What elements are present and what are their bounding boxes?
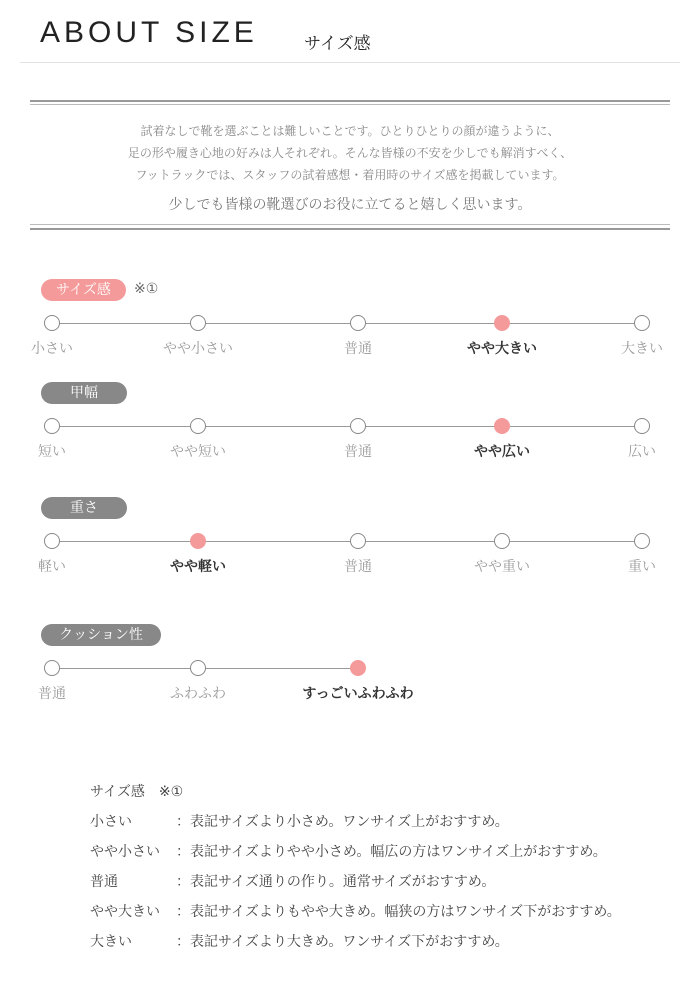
intro-line: フットラックでは、スタッフの試着感想・着用時のサイズ感を掲載しています。 <box>135 168 565 182</box>
scale-option-label: 軽い <box>38 559 66 575</box>
intro-bottom-rule-thin <box>30 224 670 225</box>
scale-option-label: 広い <box>628 444 656 460</box>
legend-description: ：表記サイズより大きめ。ワンサイズ下がおすすめ。 <box>176 934 509 950</box>
scale-point <box>190 315 206 331</box>
legend-description: ：表記サイズより小さめ。ワンサイズ上がおすすめ。 <box>176 814 509 830</box>
scale-point <box>634 315 650 331</box>
legend-term: やや大きい <box>90 904 160 920</box>
scale-track <box>52 426 642 427</box>
intro-bottom-rule <box>30 228 670 230</box>
scale-point <box>44 418 60 434</box>
legend-description: ：表記サイズ通りの作り。通常サイズがおすすめ。 <box>176 874 496 890</box>
scale-option-label: 普通 <box>344 341 372 357</box>
scale-point-selected <box>494 418 510 434</box>
legend-term: 大きい <box>90 934 132 950</box>
scale-point <box>44 315 60 331</box>
legend-description: ：表記サイズよりもやや大きめ。幅狭の方はワンサイズ下がおすすめ。 <box>176 904 621 920</box>
scale-option-label: やや重い <box>474 559 530 575</box>
legend-row <box>90 901 621 921</box>
scale-point <box>44 533 60 549</box>
legend-heading: サイズ感 ※① <box>90 784 184 800</box>
scale-option-label: やや大きい <box>467 341 537 357</box>
legend-row <box>90 841 607 861</box>
scale-label-badge: クッション性 <box>41 624 161 646</box>
scale-point <box>190 418 206 434</box>
intro-line: 試着なしで靴を選ぶことは難しいことです。ひとりひとりの顔が違うように、 <box>140 124 560 138</box>
legend-term: 小さい <box>90 814 132 830</box>
page-title: ABOUT SIZE <box>40 16 258 49</box>
scale-point <box>44 660 60 676</box>
scale-option-label: やや小さい <box>163 341 233 357</box>
scale-track <box>52 541 642 542</box>
scale-option-label: やや軽い <box>170 559 226 575</box>
scale-point <box>350 418 366 434</box>
legend-row <box>90 811 509 831</box>
scale-note-mark: ※① <box>134 281 159 297</box>
scale-label-badge: 甲幅 <box>41 382 127 404</box>
scale-label-badge: 重さ <box>41 497 127 519</box>
scale-point-selected <box>190 533 206 549</box>
scale-option-label: やや広い <box>474 444 530 460</box>
legend-row <box>90 931 509 951</box>
scale-option-label: ふわふわ <box>170 686 226 702</box>
scale-point <box>190 660 206 676</box>
header-divider <box>20 62 680 63</box>
scale-point <box>350 533 366 549</box>
intro-line: 足の形や履き心地の好みは人それぞれ。そんな皆様の不安を少しでも解消すべく、 <box>127 146 573 160</box>
scale-point <box>634 418 650 434</box>
page-subtitle: サイズ感 <box>304 34 371 54</box>
scale-track <box>52 323 642 324</box>
scale-point-selected <box>350 660 366 676</box>
intro-top-rule-thin <box>30 104 670 105</box>
intro-top-rule <box>30 100 670 102</box>
scale-option-label: 短い <box>38 444 66 460</box>
scale-option-label: 普通 <box>344 559 372 575</box>
legend-row <box>90 871 495 891</box>
scale-point <box>634 533 650 549</box>
scale-point <box>494 533 510 549</box>
scale-option-label: 小さい <box>31 341 73 357</box>
scale-option-label: 重い <box>628 559 656 575</box>
scale-label-badge: サイズ感 <box>41 279 126 301</box>
scale-option-label: やや短い <box>170 444 226 460</box>
scale-option-label: 普通 <box>38 686 66 702</box>
legend-term: 普通 <box>90 874 118 890</box>
scale-option-label: すっごいふわふわ <box>302 686 414 702</box>
scale-point <box>350 315 366 331</box>
intro-closing: 少しでも皆様の靴選びのお役に立てると嬉しく思います。 <box>168 197 532 213</box>
scale-option-label: 大きい <box>621 341 663 357</box>
legend-description: ：表記サイズよりやや小さめ。幅広の方はワンサイズ上がおすすめ。 <box>176 844 607 860</box>
legend-term: やや小さい <box>90 844 160 860</box>
scale-point-selected <box>494 315 510 331</box>
scale-option-label: 普通 <box>344 444 372 460</box>
